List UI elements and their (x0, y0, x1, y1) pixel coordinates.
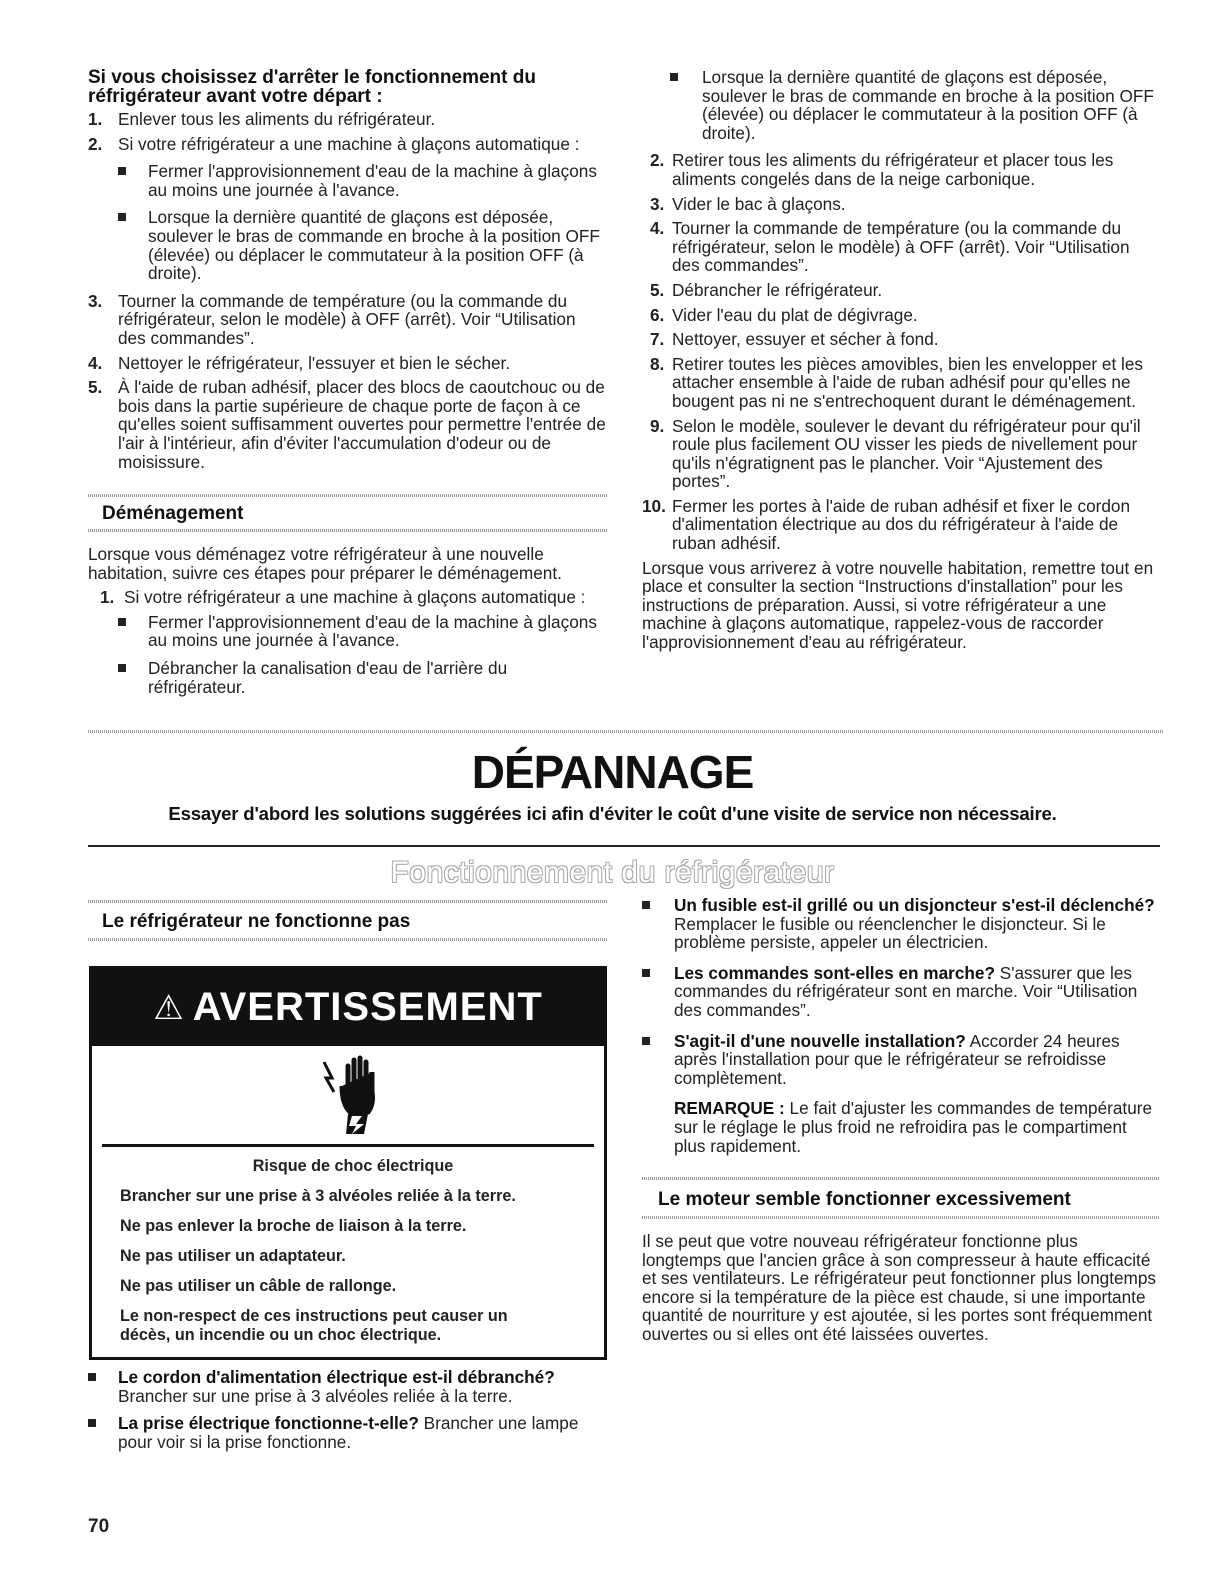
list-item: 4. Tourner la commande de température (ou la commande du réfrigérateur, selon le modèle) à OFF (arrêt). Voir “Utilisation des commandes”. (650, 218, 1130, 276)
list-item: 1. Si votre réfrigérateur a une machine à glaçons automatique : Fermer l'approvisionnement d'eau de la machine à glaçons au moins une journée à l'avance. Débrancher la canalisation d'eau de l'arrière du réfrigérateur. (100, 588, 608, 696)
page-title: DÉPANNAGE (471, 746, 754, 798)
list-item: Un fusible est-il grillé ou un disjoncteur s'est-il déclenché? Remplacer le fusible ou réenclencher le disjoncteur. Si le problème persiste, appeler un électricien. (642, 896, 1162, 952)
divider (642, 1216, 1160, 1219)
warning-line: Ne pas utiliser un adaptateur. (120, 1247, 346, 1265)
list-item: 1. Enlever tous les aliments du réfrigérateur. (88, 109, 436, 129)
list-item: S'agit-il d'une nouvelle installation? Accorder 24 heures après l'installation pour que le réfrigérateur se refroidisse complètement. REMARQUE : Le fait d'ajuster les commandes de température sur le réglage le plus froid ne refroidira pas le compartiment plus rapidement. (642, 1032, 1162, 1156)
divider (88, 529, 608, 532)
note: REMARQUE : Le fait d'ajuster les commandes de température sur le réglage le plus froid ne refroidira pas le compartiment plus rapidement. (674, 1098, 1153, 1156)
right-column-top (642, 68, 1162, 652)
list-item: 5. Débrancher le réfrigérateur. (650, 279, 883, 300)
list-item: Fermer l'approvisionnement d'eau de la machine à glaçons au moins une journée à l'avance. (118, 162, 608, 199)
list-item: Fermer l'approvisionnement d'eau de la machine à glaçons au moins une journée à l'avance. (118, 613, 608, 650)
moving-title: Déménagement (102, 503, 244, 524)
list-item: 9. Selon le modèle, soulever le devant du réfrigérateur pour qu'il roule plus facilement OU visser les pieds de nivellement pour qu'ils n'égratignent pas le plancher. Voir “Ajustement des portes”. (650, 415, 1141, 492)
not-working-checks (88, 1368, 608, 1460)
warning-line: Risque de choc électrique (252, 1157, 454, 1175)
divider (88, 494, 608, 497)
list-item: 3. Vider le bac à glaçons. (650, 193, 846, 214)
page-number: 70 (88, 1516, 110, 1537)
left-column-top (88, 68, 608, 477)
warning-text (92, 1147, 604, 1345)
divider (88, 845, 1160, 847)
list-item: 5. À l'aide de ruban adhésif, placer des blocs de caoutchouc ou de bois dans la partie supérieure de chaque porte de façon à ce qu'elles soient suffisamment ouvertes pour permettre l'entrée de l'air à l'intérieur, afin d'éviter l'accumulation d'odeur ou de moisissure. (88, 377, 606, 472)
motor-title: Le moteur semble fonctionner excessivement (658, 1189, 1071, 1210)
page-subtitle: Essayer d'abord les solutions suggérées ici afin d'éviter le coût d'une visite de service non nécessaire. (168, 803, 1057, 824)
list-item: 10. Fermer les portes à l'aide de ruban adhésif et fixer le cordon d'alimentation électrique au dos du réfrigérateur à l'aide de ruban adhésif. (642, 495, 1131, 554)
warning-box (89, 966, 607, 1360)
bullet-list (118, 613, 608, 696)
list-item: Lorsque la dernière quantité de glaçons est déposée, soulever le bras de commande en broche à la position OFF (élevée) ou déplacer le commutateur à la position OFF (à droite). (118, 208, 608, 282)
list-item: 6. Vider l'eau du plat de dégivrage. (650, 304, 918, 325)
section-heading-stop: Si vous choisissez d'arrêter le fonctionnement du réfrigérateur avant votre départ : (88, 67, 536, 107)
stop-steps-list (88, 110, 608, 471)
not-working-title: Le réfrigérateur ne fonctionne pas (102, 911, 411, 932)
warning-line: Ne pas utiliser un câble de rallonge. (120, 1277, 397, 1295)
section-title-operation: Fonctionnement du réfrigérateur (390, 856, 835, 889)
list-item: 2. Retirer tous les aliments du réfrigérateur et placer tous les aliments congelés dans de la neige carbonique. (650, 150, 1114, 189)
moving-closing: Lorsque vous arriverez à votre nouvelle habitation, remettre tout en place et consulter la section “Instructions d'installation” pour les instructions de préparation. Aussi, si votre réfrigérateur a une machine à glaçons automatique, rappelez-vous de raccorder l'approvisionnement d'eau au réfrigérateur. (642, 557, 1154, 653)
list-item: 3. Tourner la commande de température (ou la commande du réfrigérateur, selon le modèle) à OFF (arrêt). Voir “Utilisation des commandes”. (88, 290, 576, 348)
list-item: Le cordon d'alimentation électrique est-il débranché? Brancher sur une prise à 3 alvéoles reliée à la terre. (88, 1368, 608, 1405)
list-item: 4. Nettoyer le réfrigérateur, l'essuyer et bien le sécher. (88, 352, 511, 373)
warning-line: Le non-respect de ces instructions peut causer un décès, un incendie ou un choc électrique. (120, 1307, 508, 1344)
moving-section (88, 545, 608, 705)
electric-shock-hand-icon (102, 1046, 594, 1147)
divider (642, 1177, 1160, 1180)
list-item: Débrancher la canalisation d'eau de l'arrière du réfrigérateur. (118, 659, 608, 696)
moving-steps-list (100, 588, 608, 696)
list-item: 2. Si votre réfrigérateur a une machine à glaçons automatique : Fermer l'approvisionnement d'eau de la machine à glaçons au moins une journée à l'avance. Lorsque la dernière quantité de glaçons est déposée, soulever le bras de commande en broche à la position OFF (élevée) ou déplacer le commutateur à la position OFF (à droite). (88, 135, 608, 283)
bullet-list (642, 896, 1162, 1155)
list-item: 7. Nettoyer, essuyer et sécher à fond. (650, 329, 939, 350)
list-item: Les commandes sont-elles en marche? S'assurer que les commandes du réfrigérateur sont en marche. Voir “Utilisation des commandes”. (642, 964, 1162, 1020)
warning-triangle-icon: ⚠ (153, 988, 185, 1027)
list-item: La prise électrique fonctionne-t-elle? Brancher une lampe pour voir si la prise fonctionne. (88, 1414, 608, 1451)
list-item: Lorsque la dernière quantité de glaçons est déposée, soulever le bras de commande en broche à la position OFF (élevée) ou déplacer le commutateur à la position OFF (à droite). (670, 68, 1162, 142)
divider (88, 900, 608, 903)
motor-text: Il se peut que votre nouveau réfrigérateur fonctionne plus longtemps que l'ancien grâce à son compresseur à haute efficacité et ses ventilateurs. Le réfrigérateur peut fonctionner plus longtemps encore si la température de la pièce est chaude, si une importante quantité de nourriture y est ajoutée, si les portes sont fréquemment ouvertes ou si elles ont été laissées ouvertes. (642, 1231, 1157, 1344)
bullet-list (88, 1368, 608, 1451)
divider (88, 938, 608, 941)
bullet-list (670, 68, 1162, 142)
moving-steps-continued (642, 151, 1162, 552)
right-column-checks (642, 896, 1162, 1164)
divider (88, 730, 1163, 733)
bullet-list (118, 162, 608, 283)
list-item: 8. Retirer toutes les pièces amovibles, bien les envelopper et les attacher ensemble à l'aide de ruban adhésif pour qu'elles ne bougent pas ni ne s'entrechoquent durant le déménagement. (650, 353, 1143, 411)
moving-intro: Lorsque vous déménagez votre réfrigérateur à une nouvelle habitation, suivre ces étapes pour préparer le déménagement. (88, 544, 562, 583)
warning-header: ⚠ AVERTISSEMENT (92, 969, 604, 1046)
warning-line: Brancher sur une prise à 3 alvéoles reliée à la terre. (120, 1187, 516, 1205)
warning-line: Ne pas enlever la broche de liaison à la terre. (120, 1217, 467, 1235)
